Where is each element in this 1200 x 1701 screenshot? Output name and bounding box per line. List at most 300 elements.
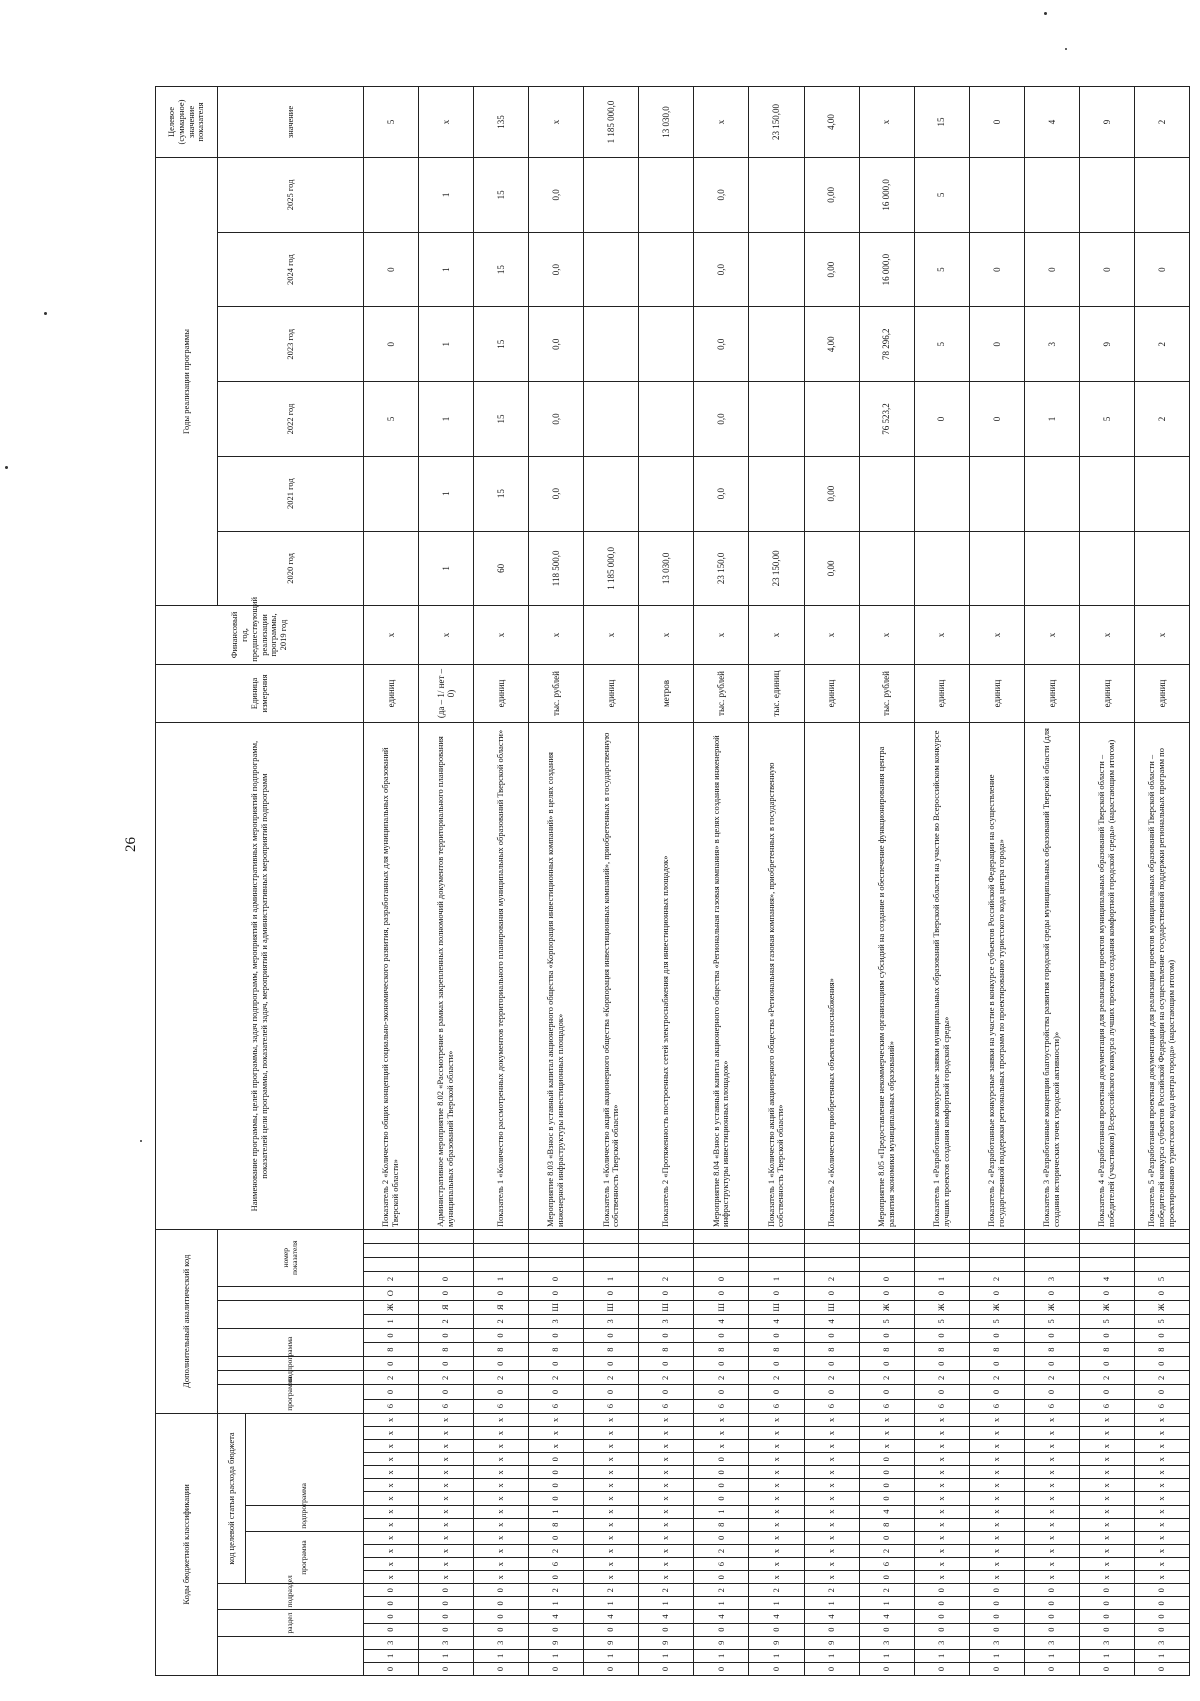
analytic-code-digit: 6 (529, 1399, 584, 1413)
analytic-code-digit: 8 (694, 1343, 749, 1357)
row-fin-year: х (694, 606, 749, 665)
budget-code-digit: х (419, 1571, 474, 1584)
analytic-code-digit: 8 (804, 1343, 859, 1357)
budget-code-digit: х (1079, 1518, 1134, 1531)
budget-code-digit: х (529, 1413, 584, 1426)
header-analytic-codes: Дополнительный аналитический код (156, 1229, 218, 1413)
budget-code-digit: х (584, 1518, 639, 1531)
analytic-code-digit (1024, 1229, 1079, 1243)
row-fin-year: х (584, 606, 639, 665)
analytic-code-digit (804, 1229, 859, 1243)
row-value-y2024: 0,00 (804, 232, 859, 307)
header-activity-type (218, 1286, 364, 1300)
budget-code-digit: х (1079, 1479, 1134, 1492)
analytic-code-digit: 0 (1024, 1286, 1079, 1300)
budget-code-digit: х (419, 1466, 474, 1479)
row-unit: единиц (914, 664, 969, 723)
scan-speck (140, 1140, 142, 1142)
analytic-code-digit: 6 (804, 1399, 859, 1413)
row-target-value: 4,00 (804, 87, 859, 158)
budget-code-digit: 3 (364, 1636, 419, 1649)
budget-code-digit: х (749, 1558, 804, 1571)
budget-code-digit: х (639, 1426, 694, 1439)
row-value-y2021 (639, 456, 694, 531)
analytic-code-digit: 0 (419, 1357, 474, 1371)
row-value-y2023 (639, 307, 694, 382)
analytic-code-digit (419, 1244, 474, 1258)
row-value-y2023: 9 (1079, 307, 1134, 382)
budget-code-digit: х (914, 1571, 969, 1584)
analytic-code-digit: 2 (804, 1272, 859, 1286)
analytic-code-digit: 0 (474, 1286, 529, 1300)
analytic-code-digit (1079, 1229, 1134, 1243)
row-fin-year: х (749, 606, 804, 665)
row-value-y2021 (914, 456, 969, 531)
row-name: Показатель 1 «Количество акций акционерного общества «Корпорация инвестиционных компаний», приобретенных в государственную собственность Тверской области» (584, 723, 639, 1230)
budget-code-digit: 3 (859, 1636, 914, 1649)
budget-code-digit: х (969, 1571, 1024, 1584)
budget-code-digit: 8 (529, 1518, 584, 1531)
budget-code-digit: 0 (914, 1610, 969, 1623)
analytic-code-digit (804, 1258, 859, 1272)
row-value-y2022 (584, 382, 639, 457)
analytic-code-digit: 0 (694, 1272, 749, 1286)
budget-code-digit: 2 (584, 1584, 639, 1597)
budget-code-digit: 1 (364, 1649, 419, 1662)
analytic-code-digit: 0 (749, 1328, 804, 1342)
analytic-code-digit: 0 (749, 1385, 804, 1399)
header-2020: 2020 год (218, 531, 364, 606)
budget-code-digit: 3 (1024, 1636, 1079, 1649)
budget-code-digit: х (749, 1479, 804, 1492)
row-value-y2023: 0,0 (694, 307, 749, 382)
budget-code-digit: 0 (529, 1466, 584, 1479)
analytic-code-digit: 6 (969, 1399, 1024, 1413)
row-value-y2025 (639, 158, 694, 233)
row-value-y2024: 0 (1079, 232, 1134, 307)
row-value-y2021 (969, 456, 1024, 531)
budget-code-digit: х (859, 1426, 914, 1439)
budget-code-digit: х (1079, 1466, 1134, 1479)
analytic-code-digit: Ж (1134, 1300, 1189, 1314)
row-fin-year: х (1134, 606, 1189, 665)
analytic-code-digit (914, 1244, 969, 1258)
budget-code-digit: 0 (694, 1466, 749, 1479)
analytic-code-digit: 0 (804, 1328, 859, 1342)
header-program: программа (218, 1385, 364, 1413)
header-2021: 2021 год (218, 456, 364, 531)
analytic-code-digit: 0 (419, 1385, 474, 1399)
analytic-code-digit: 8 (914, 1343, 969, 1357)
budget-code-digit: 3 (1134, 1636, 1189, 1649)
budget-code-digit: 0 (694, 1453, 749, 1466)
analytic-code-digit: 5 (1134, 1314, 1189, 1328)
analytic-code-digit: 0 (1134, 1385, 1189, 1399)
analytic-code-digit: 6 (1079, 1399, 1134, 1413)
analytic-code-digit (694, 1258, 749, 1272)
budget-code-digit: 0 (859, 1453, 914, 1466)
analytic-code-digit: 2 (364, 1272, 419, 1286)
budget-code-digit: 0 (804, 1662, 859, 1675)
row-value-y2022: 0 (914, 382, 969, 457)
row-value-y2024: 1 (419, 232, 474, 307)
budget-code-digit: 4 (749, 1610, 804, 1623)
row-name: Показатель 2 «Протяженность построенных сетей электроснабжения для инвестиционных площадок» (639, 723, 694, 1230)
analytic-code-digit: 0 (1024, 1385, 1079, 1399)
analytic-code-digit (969, 1244, 1024, 1258)
analytic-code-digit: 2 (639, 1272, 694, 1286)
row-value-y2023: 0 (364, 307, 419, 382)
budget-code-digit: х (419, 1426, 474, 1439)
budget-code-digit: х (694, 1440, 749, 1453)
budget-code-digit: х (1024, 1440, 1079, 1453)
budget-code-digit: х (749, 1505, 804, 1518)
budget-code-digit: х (914, 1440, 969, 1453)
budget-code-digit: х (804, 1440, 859, 1453)
row-value-y2020 (969, 531, 1024, 606)
analytic-code-digit: 0 (914, 1286, 969, 1300)
row-value-y2023: 0,0 (529, 307, 584, 382)
budget-code-digit: х (364, 1518, 419, 1531)
budget-code-digit: 1 (1134, 1649, 1189, 1662)
budget-code-digit: х (1134, 1413, 1189, 1426)
analytic-code-digit (859, 1244, 914, 1258)
budget-code-digit: 0 (1024, 1610, 1079, 1623)
analytic-code-digit: 2 (969, 1272, 1024, 1286)
budget-code-digit: х (1134, 1571, 1189, 1584)
budget-code-digit: х (419, 1413, 474, 1426)
row-unit: единиц (364, 664, 419, 723)
rotated-sheet (155, 86, 1190, 1676)
budget-code-digit: 1 (584, 1597, 639, 1610)
budget-code-digit: 9 (804, 1636, 859, 1649)
row-value-y2020: 1 (419, 531, 474, 606)
analytic-code-digit (1024, 1258, 1079, 1272)
row-value-y2024 (584, 232, 639, 307)
row-value-y2020: 118 500,0 (529, 531, 584, 606)
table-row (529, 87, 584, 1676)
budget-code-digit: х (804, 1426, 859, 1439)
budget-code-digit: 1 (474, 1649, 529, 1662)
analytic-code-digit: Ш (529, 1300, 584, 1314)
analytic-code-digit: 3 (584, 1314, 639, 1328)
row-value-y2023: 15 (474, 307, 529, 382)
budget-code-digit: х (969, 1413, 1024, 1426)
budget-code-digit: 1 (1024, 1649, 1079, 1662)
budget-code-digit: 0 (529, 1492, 584, 1505)
row-value-y2023: 3 (1024, 307, 1079, 382)
row-value-y2022: 0 (969, 382, 1024, 457)
budget-code-digit: 0 (749, 1662, 804, 1675)
analytic-code-digit: 5 (1134, 1272, 1189, 1286)
budget-code-digit: х (749, 1518, 804, 1531)
budget-code-digit: х (914, 1479, 969, 1492)
budget-code-digit: 2 (639, 1584, 694, 1597)
budget-code-digit: х (1024, 1426, 1079, 1439)
analytic-code-digit: Ж (1079, 1300, 1134, 1314)
row-value-y2025 (969, 158, 1024, 233)
analytic-code-digit (969, 1229, 1024, 1243)
budget-code-digit: х (584, 1479, 639, 1492)
analytic-code-digit (1134, 1258, 1189, 1272)
row-target-value: 15 (914, 87, 969, 158)
budget-code-digit: х (639, 1518, 694, 1531)
budget-code-digit: х (804, 1453, 859, 1466)
budget-code-digit: х (1134, 1544, 1189, 1557)
analytic-code-digit: 6 (639, 1399, 694, 1413)
budget-code-digit: х (474, 1544, 529, 1557)
analytic-code-digit: 0 (584, 1357, 639, 1371)
analytic-code-digit (1079, 1244, 1134, 1258)
budget-code-digit: х (969, 1453, 1024, 1466)
budget-code-digit: 2 (529, 1584, 584, 1597)
budget-code-digit: х (1079, 1558, 1134, 1571)
analytic-code-digit: Ш (694, 1300, 749, 1314)
budget-code-digit: х (1134, 1453, 1189, 1466)
budget-code-digit: х (1079, 1544, 1134, 1557)
budget-code-digit: 0 (1079, 1584, 1134, 1597)
row-value-y2024: 0,0 (694, 232, 749, 307)
table-row (1024, 87, 1079, 1676)
analytic-code-digit: 6 (859, 1399, 914, 1413)
analytic-code-digit: 0 (1079, 1328, 1134, 1342)
budget-code-digit: 0 (474, 1584, 529, 1597)
row-unit: единиц (584, 664, 639, 723)
budget-code-digit: 0 (529, 1531, 584, 1544)
row-value-y2023: 78 296,2 (859, 307, 914, 382)
budget-code-digit: х (474, 1518, 529, 1531)
table-row (474, 87, 529, 1676)
budget-code-digit: 0 (1134, 1597, 1189, 1610)
budget-code-digit: х (804, 1492, 859, 1505)
budget-code-digit: 2 (859, 1544, 914, 1557)
table-row (419, 87, 474, 1676)
row-value-y2021: 0,0 (694, 456, 749, 531)
budget-code-digit: х (694, 1413, 749, 1426)
budget-code-digit: 1 (529, 1649, 584, 1662)
budget-code-digit: 4 (804, 1610, 859, 1623)
analytic-code-digit: Ш (639, 1300, 694, 1314)
budget-code-digit: х (969, 1518, 1024, 1531)
budget-code-digit: 1 (639, 1649, 694, 1662)
budget-code-digit: х (639, 1571, 694, 1584)
budget-code-digit: х (804, 1518, 859, 1531)
budget-code-digit: х (639, 1544, 694, 1557)
row-value-y2020 (914, 531, 969, 606)
budget-code-digit: х (914, 1518, 969, 1531)
analytic-code-digit: 0 (529, 1385, 584, 1399)
row-name: Показатель 1 «Количество акций акционерного общества «Региональная газовая компания», приобретенных в государственную собственность Тверской области» (749, 723, 804, 1230)
row-value-y2020 (1079, 531, 1134, 606)
budget-code-digit: х (804, 1505, 859, 1518)
budget-code-digit: 4 (529, 1610, 584, 1623)
row-value-y2021 (1024, 456, 1079, 531)
budget-code-digit: 4 (859, 1505, 914, 1518)
table-row (914, 87, 969, 1676)
row-value-y2025 (364, 158, 419, 233)
analytic-code-digit: 8 (1024, 1343, 1079, 1357)
budget-code-digit: х (584, 1426, 639, 1439)
budget-code-digit: 1 (914, 1649, 969, 1662)
row-value-y2022 (749, 382, 804, 457)
analytic-code-digit: 5 (1079, 1314, 1134, 1328)
row-value-y2020: 13 030,0 (639, 531, 694, 606)
budget-code-digit: 1 (419, 1649, 474, 1662)
budget-code-digit: 0 (694, 1662, 749, 1675)
analytic-code-digit: 0 (694, 1385, 749, 1399)
table-row (1134, 87, 1189, 1676)
analytic-code-digit (1134, 1244, 1189, 1258)
budget-code-digit: 0 (694, 1571, 749, 1584)
budget-code-digit: 0 (1134, 1662, 1189, 1675)
budget-code-digit: х (859, 1440, 914, 1453)
budget-code-digit: х (474, 1413, 529, 1426)
table-row (639, 87, 694, 1676)
budget-code-digit: х (1134, 1479, 1189, 1492)
budget-code-digit: х (969, 1426, 1024, 1439)
budget-code-digit: х (639, 1492, 694, 1505)
budget-code-digit: 0 (474, 1662, 529, 1675)
analytic-code-digit: 0 (859, 1385, 914, 1399)
program-table (155, 86, 1190, 1676)
analytic-code-digit: 1 (749, 1272, 804, 1286)
header-years-group: Годы реализации программы (156, 158, 218, 606)
budget-code-digit: 0 (1024, 1662, 1079, 1675)
budget-code-digit: 0 (1134, 1623, 1189, 1636)
budget-code-digit: х (474, 1531, 529, 1544)
budget-code-digit: х (804, 1466, 859, 1479)
budget-code-digit: 0 (1024, 1597, 1079, 1610)
row-target-value: х (419, 87, 474, 158)
analytic-code-digit: 1 (474, 1272, 529, 1286)
analytic-code-digit: 8 (1134, 1343, 1189, 1357)
page-number: 26 (123, 837, 139, 852)
budget-code-digit: х (1134, 1426, 1189, 1439)
budget-code-digit: х (1024, 1492, 1079, 1505)
budget-code-digit: 1 (694, 1505, 749, 1518)
budget-code-digit: 0 (474, 1623, 529, 1636)
row-fin-year: х (1024, 606, 1079, 665)
analytic-code-digit: 2 (529, 1371, 584, 1385)
analytic-code-digit: 0 (914, 1328, 969, 1342)
analytic-code-digit: 0 (969, 1385, 1024, 1399)
budget-code-digit: х (474, 1479, 529, 1492)
analytic-code-digit: 0 (1134, 1286, 1189, 1300)
row-name: Показатель 1 «Разработанные конкурсные заявки муниципальных образований Тверской области на участие во Всероссийском конкурсе лучших проектов создания комфортной городской среды» (914, 723, 969, 1230)
budget-code-digit: 0 (1024, 1623, 1079, 1636)
analytic-code-digit: 0 (364, 1357, 419, 1371)
row-value-y2025 (749, 158, 804, 233)
analytic-code-digit: 0 (529, 1272, 584, 1286)
row-value-y2025 (584, 158, 639, 233)
analytic-code-digit: 4 (1079, 1272, 1134, 1286)
analytic-code-digit: Ж (969, 1300, 1024, 1314)
analytic-code-digit: 2 (419, 1314, 474, 1328)
analytic-code-digit: 0 (969, 1328, 1024, 1342)
analytic-code-digit: 4 (749, 1314, 804, 1328)
row-target-value: 13 030,0 (639, 87, 694, 158)
row-value-y2022: 1 (1024, 382, 1079, 457)
analytic-code-digit: Ш (804, 1300, 859, 1314)
budget-code-digit: 1 (859, 1597, 914, 1610)
budget-code-digit: 0 (584, 1623, 639, 1636)
budget-code-digit: 0 (859, 1662, 914, 1675)
analytic-code-digit: 0 (1024, 1357, 1079, 1371)
row-value-y2023 (749, 307, 804, 382)
row-value-y2024: 0 (1024, 232, 1079, 307)
header-2025: 2025 год (218, 158, 364, 233)
row-value-y2022: 5 (1079, 382, 1134, 457)
row-unit: метров (639, 664, 694, 723)
analytic-code-digit: 0 (584, 1286, 639, 1300)
row-name: Показатель 2 «Количество приобретенных объектов газоснабжения» (804, 723, 859, 1230)
row-unit: единиц (1134, 664, 1189, 723)
program-table-body (364, 87, 1190, 1676)
budget-code-digit: х (1079, 1505, 1134, 1518)
analytic-code-digit: 0 (969, 1286, 1024, 1300)
budget-code-digit: 0 (859, 1466, 914, 1479)
budget-code-digit: х (969, 1531, 1024, 1544)
analytic-code-digit: 5 (914, 1314, 969, 1328)
analytic-code-digit: 0 (639, 1328, 694, 1342)
budget-code-digit: 1 (639, 1597, 694, 1610)
budget-code-digit: х (364, 1440, 419, 1453)
budget-code-digit: х (474, 1505, 529, 1518)
budget-code-digit: 3 (474, 1636, 529, 1649)
budget-code-digit: х (1134, 1466, 1189, 1479)
row-value-y2021: 15 (474, 456, 529, 531)
analytic-code-digit: 8 (364, 1343, 419, 1357)
analytic-code-digit: 0 (804, 1385, 859, 1399)
analytic-code-digit: 0 (914, 1357, 969, 1371)
row-value-y2021: 0,00 (804, 456, 859, 531)
budget-code-digit: х (364, 1466, 419, 1479)
row-value-y2025 (1079, 158, 1134, 233)
budget-code-digit: х (1024, 1466, 1079, 1479)
row-target-value: 23 150,00 (749, 87, 804, 158)
analytic-code-digit (584, 1244, 639, 1258)
row-target-value: 0 (969, 87, 1024, 158)
header-subsection: подраздел (218, 1584, 364, 1610)
budget-code-digit: х (474, 1492, 529, 1505)
row-value-y2023: 1 (419, 307, 474, 382)
header-2022: 2022 год (218, 382, 364, 457)
analytic-code-digit: 0 (529, 1357, 584, 1371)
budget-code-digit: х (364, 1505, 419, 1518)
analytic-code-digit: 0 (584, 1385, 639, 1399)
budget-code-digit: х (1134, 1518, 1189, 1531)
analytic-code-digit: Ж (364, 1300, 419, 1314)
budget-code-digit: х (639, 1453, 694, 1466)
budget-code-digit: х (639, 1531, 694, 1544)
analytic-code-digit (419, 1258, 474, 1272)
budget-code-digit: х (914, 1531, 969, 1544)
budget-code-digit: х (749, 1440, 804, 1453)
budget-code-digit: х (804, 1479, 859, 1492)
row-name: Показатель 3 «Разработанные концепции благоустройства развития городской среды муниципальных образований Тверской области (для создания исторических точек городской активности)» (1024, 723, 1079, 1230)
budget-code-digit: 0 (529, 1479, 584, 1492)
budget-code-digit: 1 (969, 1649, 1024, 1662)
analytic-code-digit (474, 1258, 529, 1272)
analytic-code-digit: 5 (859, 1314, 914, 1328)
header-2023: 2023 год (218, 307, 364, 382)
row-unit: тыс. единиц (749, 664, 804, 723)
row-value-y2024 (749, 232, 804, 307)
budget-code-digit: 2 (694, 1544, 749, 1557)
budget-code-digit: х (749, 1413, 804, 1426)
analytic-code-digit: 0 (859, 1328, 914, 1342)
budget-code-digit: х (419, 1453, 474, 1466)
